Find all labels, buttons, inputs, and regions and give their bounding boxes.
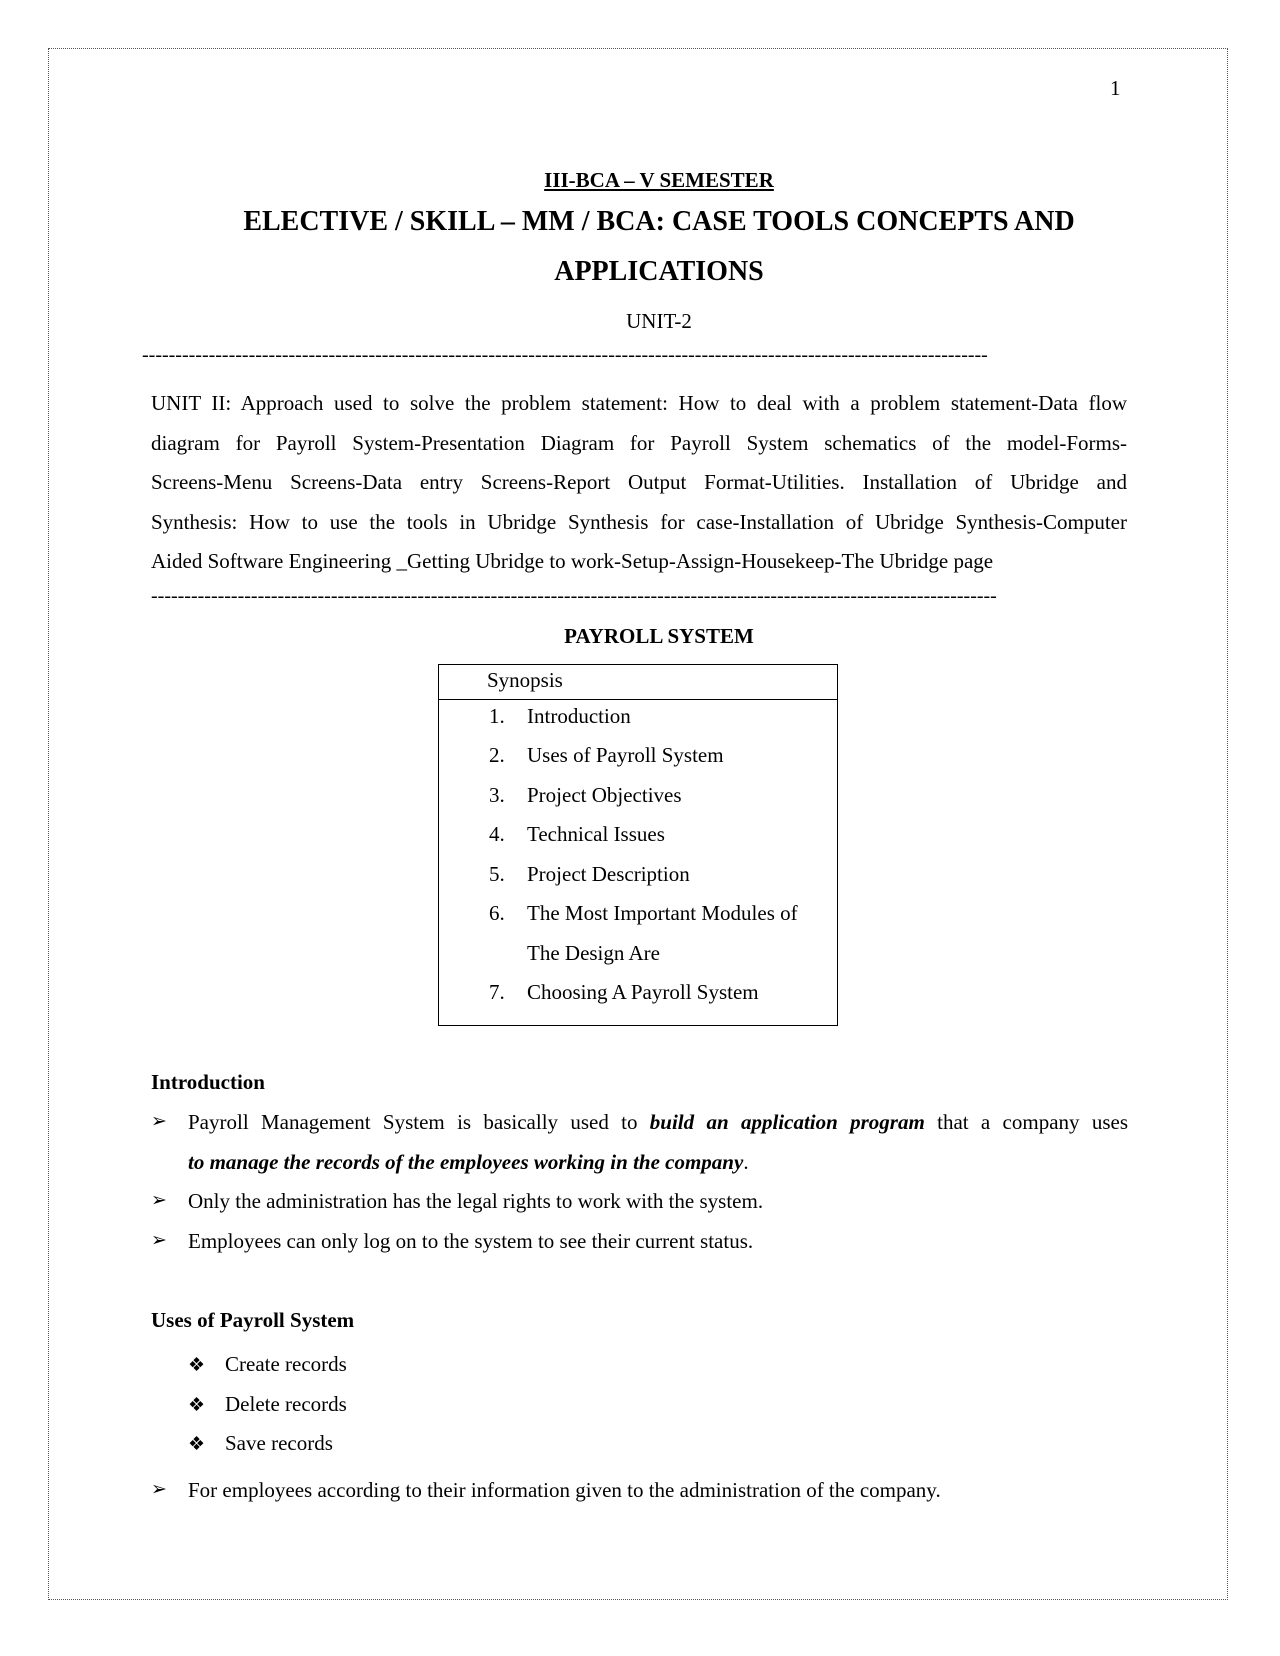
synopsis-item: Uses of Payroll System — [527, 743, 724, 767]
course-title-line2: APPLICATIONS — [554, 256, 764, 287]
synopsis-item-continued: The Design Are — [527, 941, 660, 965]
syllabus-line: Synthesis: How to use the tools in Ubridge Synthesis for case-Installation of Ubridge Synthesis-Computer — [151, 509, 1127, 534]
synopsis-item-number: 2. — [489, 743, 505, 767]
synopsis-table — [438, 664, 838, 1026]
uses-final-bullet: For employees according to their information given to the administration of the company. — [188, 1478, 941, 1502]
uses-item: Save records — [225, 1431, 333, 1455]
synopsis-item: Project Description — [527, 862, 690, 886]
intro-bullet-1-emphasis-2: to manage the records of the employees working in the company — [188, 1149, 744, 1174]
intro-bullet-1-line2 — [188, 1143, 1128, 1183]
intro-bullet-1-period: . — [743, 1149, 749, 1174]
synopsis-item-number: 5. — [489, 862, 505, 886]
arrow-bullet-icon: ➢ — [151, 1111, 167, 1132]
synopsis-item: Project Objectives — [527, 783, 682, 807]
synopsis-item: Technical Issues — [527, 822, 665, 846]
diamond-bullet-icon: ❖ — [188, 1434, 206, 1455]
synopsis-title: Synopsis — [487, 668, 563, 692]
page-number: 1 — [1110, 76, 1121, 100]
intro-bullet-2: Only the administration has the legal rights to work with the system. — [188, 1189, 764, 1213]
intro-bullet-1-text: Payroll Management System is basically used to — [188, 1110, 650, 1134]
synopsis-header — [439, 665, 837, 700]
synopsis-item-number: 7. — [489, 980, 505, 1004]
syllabus-paragraph — [151, 384, 1127, 582]
arrow-bullet-icon: ➢ — [151, 1230, 167, 1251]
syllabus-line: Screens-Menu Screens-Data entry Screens-Report Output Format-Utilities. Installation of Ubridge and — [151, 470, 1127, 494]
intro-bullet-1-line1 — [188, 1103, 1128, 1143]
intro-bullet-1 — [188, 1103, 1128, 1182]
synopsis-item: Choosing A Payroll System — [527, 980, 759, 1004]
intro-bullet-1-text-end: that a company uses — [924, 1110, 1129, 1134]
uses-heading: Uses of Payroll System — [151, 1308, 355, 1332]
diamond-bullet-icon: ❖ — [188, 1395, 206, 1416]
syllabus-line: Aided Software Engineering _Getting Ubridge to work-Setup-Assign-Housekeep-The Ubridge page — [151, 549, 994, 573]
synopsis-item-number: 6. — [489, 901, 505, 925]
arrow-bullet-icon: ➢ — [151, 1479, 167, 1500]
synopsis-item-number: 1. — [489, 704, 505, 728]
diamond-bullet-icon: ❖ — [188, 1355, 206, 1376]
intro-bullet-1-emphasis: build an application program — [649, 1110, 925, 1134]
divider-bottom: ------------------------------------------------------------------------------------------------------------------------------- — [151, 585, 997, 607]
synopsis-item: The Most Important Modules of — [527, 901, 798, 925]
arrow-bullet-icon: ➢ — [151, 1190, 167, 1211]
synopsis-item-number: 4. — [489, 822, 505, 846]
semester-heading: III-BCA – V SEMESTER — [544, 168, 774, 192]
payroll-system-heading: PAYROLL SYSTEM — [564, 624, 754, 648]
uses-item: Create records — [225, 1352, 347, 1376]
synopsis-item-number: 3. — [489, 783, 505, 807]
synopsis-item: Introduction — [527, 704, 631, 728]
intro-bullet-3: Employees can only log on to the system to see their current status. — [188, 1229, 754, 1253]
introduction-heading: Introduction — [151, 1070, 265, 1094]
divider-top: ------------------------------------------------------------------------------------------------------------------------------- — [142, 344, 988, 366]
syllabus-line: UNIT II: Approach used to solve the problem statement: How to deal with a problem statement-Data flow — [151, 391, 1127, 415]
course-title-line1: ELECTIVE / SKILL – MM / BCA: CASE TOOLS CONCEPTS AND — [243, 206, 1075, 237]
unit-label: UNIT-2 — [626, 309, 692, 333]
uses-item: Delete records — [225, 1392, 347, 1416]
syllabus-line: diagram for Payroll System-Presentation Diagram for Payroll System schematics of the model-Forms- — [151, 430, 1127, 455]
